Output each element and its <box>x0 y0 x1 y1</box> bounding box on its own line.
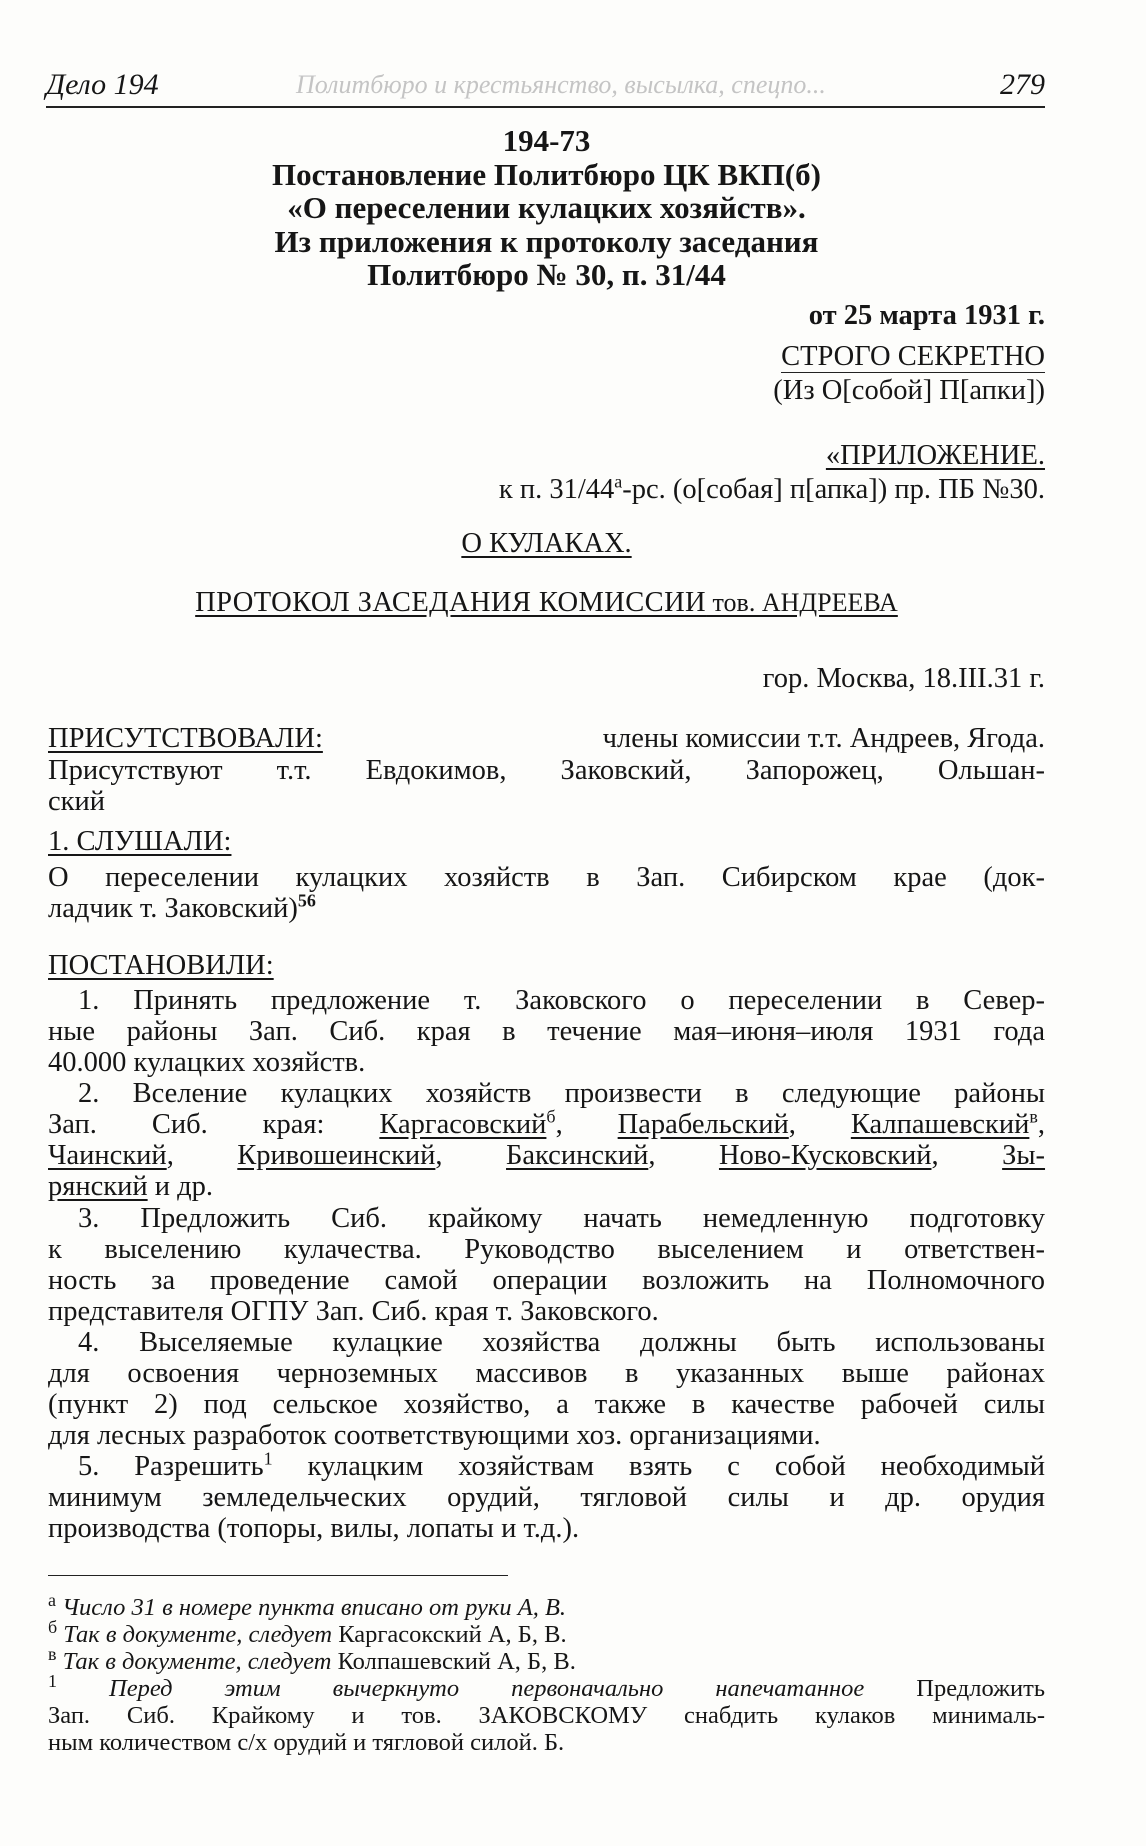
bleed-through-text: Политбюро и крестьянство, высылка, спецпо... <box>296 69 826 99</box>
resolution-paragraph: 5. Разрешить$^1$ кулацким хозяйствам взять с собой необходимый <box>78 1448 1046 1482</box>
resolution-text: производства (топоры, вилы, лопаты и т.д.). <box>48 1513 580 1544</box>
document-date: от 25 марта 1931 г. <box>808 300 1045 331</box>
resolution-text: к выселению кулачества. Руководство выселением и ответствен- <box>48 1234 1045 1265</box>
resolution-text: представителя ОГПУ Зап. Сиб. края т. Заковского. <box>48 1296 659 1327</box>
place-date: гор. Москва, 18.III.31 г. <box>762 663 1045 694</box>
commission-members: члены комиссии т.т. Андреев, Ягода. <box>602 723 1045 754</box>
title-line: Политбюро № 30, п. 31/44 <box>367 257 726 292</box>
resolution-paragraph: 4. Выселяемые кулацкие хозяйства должны быть использованы <box>78 1327 1045 1358</box>
attendees-label: ПРИСУТСТВОВАЛИ: <box>48 723 323 754</box>
topic-heading: О КУЛАКАХ. <box>461 528 632 559</box>
resolution-text: ные районы Зап. Сиб. края в течение мая–июня–июля 1931 года <box>48 1016 1045 1047</box>
resolution-paragraph: 2. Вселение кулацких хозяйств произвести в следующие районы <box>78 1078 1045 1109</box>
resolution-text: 40.000 кулацких хозяйств. <box>48 1047 366 1078</box>
footnote-text: ным количеством с/х орудий и тягловой силой. Б. <box>48 1729 565 1756</box>
present-line: ский <box>48 786 105 817</box>
running-header <box>46 60 1045 108</box>
district-list: Чаинский, Кривошеинский, Баксинский, Ново-Кусковский, Зы- <box>48 1140 1046 1171</box>
attendees-line <box>48 723 1045 755</box>
district-list: Зап. Сиб. края: Каргасовский$^б$, Парабельский, Калпашевский$^в$, <box>48 1106 1045 1140</box>
resolution-text: для лесных разработок соответствующими хоз. организациями. <box>48 1420 821 1451</box>
footnote-text: Зап. Сиб. Крайкому и тов. ЗАКОВСКОМУ снабдить кулаков минималь- <box>48 1702 1045 1729</box>
footnote: $^б$ Так в документе, следует Каргасокский А, Б, В. <box>48 1616 567 1648</box>
resolution-text: для освоения черноземных массивов в указанных выше районах <box>48 1358 1045 1389</box>
heard-text: ладчик т. Заковский)$^{56}$ <box>48 890 316 924</box>
protocol-title: ПРОТОКОЛ ЗАСЕДАНИЯ КОМИССИИ тов. АНДРЕЕВА <box>195 587 898 618</box>
footnote: $^1$ Перед этим вычеркнуто первоначально напечатанное Предложить <box>48 1670 1046 1702</box>
appendix-heading: «ПРИЛОЖЕНИЕ. <box>825 440 1045 471</box>
secret-label: СТРОГО СЕКРЕТНО <box>781 341 1045 372</box>
title-line: Из приложения к протоколу заседания <box>274 223 819 259</box>
resolution-text: минимум земледельческих орудий, тягловой силы и др. орудия <box>48 1482 1045 1513</box>
title-line: Постановление Политбюро ЦК ВКП(б) <box>272 156 821 192</box>
resolution-text: ность за проведение самой операции возложить на Полномочного <box>48 1265 1045 1296</box>
page-number: 279 <box>1000 67 1045 101</box>
heard-label: 1. СЛУШАЛИ: <box>48 826 232 857</box>
footnote-divider <box>48 1575 508 1576</box>
footnote: $^а$ Число 31 в номере пункта вписано от руки А, В. <box>48 1589 567 1621</box>
appendix-reference: к п. $31/44^а-рс$. (о[собая] п[апка]) пр. ПБ №30. <box>498 471 1045 505</box>
resolution-paragraph: 3. Предложить Сиб. крайкому начать немедленную подготовку <box>78 1203 1045 1234</box>
special-folder: (Из О[собой] П[апки]) <box>773 375 1045 406</box>
secrecy-stamp <box>48 341 1045 373</box>
title-line: «О переселении кулацких хозяйств». <box>287 190 806 225</box>
document-title <box>48 124 1045 292</box>
resolution-paragraph: 1. Принять предложение т. Заковского о переселении в Север- <box>78 985 1045 1016</box>
heard-text: О переселении кулацких хозяйств в Зап. Сибирском крае (док- <box>48 862 1045 893</box>
resolution-text: (пункт 2) под сельское хозяйство, а также в качестве рабочей силы <box>48 1389 1045 1420</box>
resolved-label: ПОСТАНОВИЛИ: <box>48 950 274 981</box>
present-line: Присутствуют т.т. Евдокимов, Заковский, Запорожец, Ольшан- <box>48 755 1045 786</box>
case-number: Дело 194 <box>46 67 159 101</box>
document-number: 194-73 <box>502 123 591 158</box>
district-list: рянский и др. <box>48 1171 214 1202</box>
footnote: $^в$ Так в документе, следует Колпашевский А, Б, В. <box>48 1643 576 1675</box>
